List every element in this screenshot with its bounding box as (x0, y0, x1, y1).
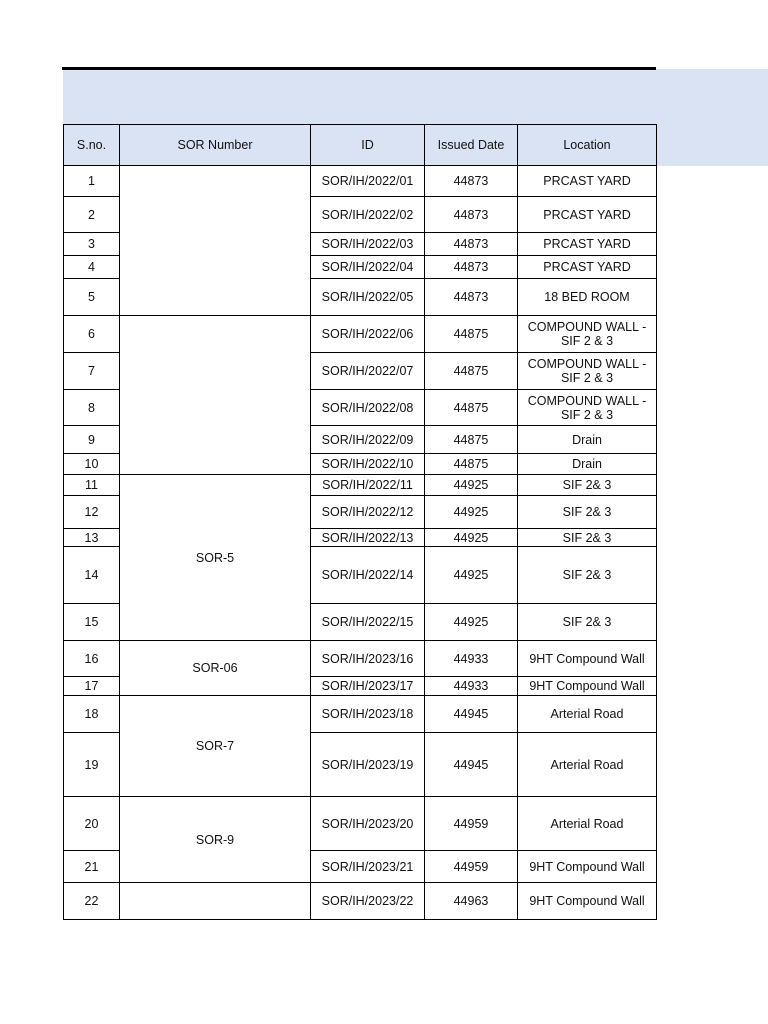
cell-issued-date[interactable]: 44925 (425, 475, 518, 496)
table-body (64, 166, 657, 920)
cell-sor-number[interactable] (120, 883, 311, 920)
cell-id[interactable]: SOR/IH/2022/07 (311, 353, 425, 390)
cell-location[interactable]: SIF 2& 3 (518, 529, 657, 547)
cell-id[interactable]: SOR/IH/2022/05 (311, 279, 425, 316)
cell-sno[interactable]: 14 (64, 547, 120, 604)
cell-issued-date[interactable]: 44873 (425, 256, 518, 279)
header-sor-number[interactable]: SOR Number (120, 125, 311, 166)
cell-issued-date[interactable]: 44945 (425, 696, 518, 733)
cell-location[interactable]: PRCAST YARD (518, 256, 657, 279)
cell-id[interactable]: SOR/IH/2022/02 (311, 197, 425, 233)
cell-sno[interactable]: 20 (64, 797, 120, 851)
cell-sno[interactable]: 6 (64, 316, 120, 353)
cell-sno[interactable]: 16 (64, 641, 120, 677)
cell-location[interactable]: SIF 2& 3 (518, 547, 657, 604)
cell-sno[interactable]: 10 (64, 454, 120, 475)
cell-id[interactable]: SOR/IH/2023/22 (311, 883, 425, 920)
table-row (64, 166, 657, 197)
cell-sno[interactable]: 13 (64, 529, 120, 547)
cell-sno[interactable]: 5 (64, 279, 120, 316)
header-id[interactable]: ID (311, 125, 425, 166)
cell-id[interactable]: SOR/IH/2023/17 (311, 677, 425, 696)
cell-location[interactable]: Drain (518, 426, 657, 454)
sor-table (63, 124, 657, 920)
cell-location[interactable]: SIF 2& 3 (518, 475, 657, 496)
cell-location[interactable]: COMPOUND WALL - SIF 2 & 3 (518, 316, 657, 353)
cell-id[interactable]: SOR/IH/2022/11 (311, 475, 425, 496)
cell-issued-date[interactable]: 44925 (425, 496, 518, 529)
header-sno[interactable]: S.no. (64, 125, 120, 166)
header-row (64, 125, 657, 166)
cell-id[interactable]: SOR/IH/2022/10 (311, 454, 425, 475)
cell-sno[interactable]: 21 (64, 851, 120, 883)
cell-id[interactable]: SOR/IH/2023/21 (311, 851, 425, 883)
cell-location[interactable]: 9HT Compound Wall (518, 851, 657, 883)
cell-location[interactable]: Drain (518, 454, 657, 475)
cell-issued-date[interactable]: 44873 (425, 233, 518, 256)
cell-location[interactable]: COMPOUND WALL - SIF 2 & 3 (518, 353, 657, 390)
cell-id[interactable]: SOR/IH/2022/08 (311, 390, 425, 426)
cell-sno[interactable]: 7 (64, 353, 120, 390)
cell-sno[interactable]: 19 (64, 733, 120, 797)
cell-id[interactable]: SOR/IH/2022/03 (311, 233, 425, 256)
cell-issued-date[interactable]: 44873 (425, 166, 518, 197)
table-row (64, 475, 657, 496)
cell-issued-date[interactable]: 44959 (425, 797, 518, 851)
cell-location[interactable]: SIF 2& 3 (518, 604, 657, 641)
table-row (64, 696, 657, 733)
table-row (64, 797, 657, 851)
cell-issued-date[interactable]: 44925 (425, 604, 518, 641)
cell-location[interactable]: Arterial Road (518, 733, 657, 797)
cell-sno[interactable]: 3 (64, 233, 120, 256)
cell-sno[interactable]: 1 (64, 166, 120, 197)
cell-issued-date[interactable]: 44875 (425, 390, 518, 426)
table-top-border (62, 67, 656, 70)
cell-issued-date[interactable]: 44873 (425, 279, 518, 316)
cell-location[interactable]: PRCAST YARD (518, 197, 657, 233)
cell-location[interactable]: COMPOUND WALL - SIF 2 & 3 (518, 390, 657, 426)
table-row (64, 641, 657, 677)
cell-sno[interactable]: 9 (64, 426, 120, 454)
cell-issued-date[interactable]: 44875 (425, 454, 518, 475)
cell-sor-number[interactable]: SOR-06 (120, 641, 311, 696)
cell-issued-date[interactable]: 44875 (425, 316, 518, 353)
cell-issued-date[interactable]: 44933 (425, 677, 518, 696)
cell-id[interactable]: SOR/IH/2022/04 (311, 256, 425, 279)
cell-issued-date[interactable]: 44945 (425, 733, 518, 797)
cell-location[interactable]: SIF 2& 3 (518, 496, 657, 529)
cell-sor-number[interactable]: SOR-7 (120, 696, 311, 797)
cell-id[interactable]: SOR/IH/2022/14 (311, 547, 425, 604)
cell-location[interactable]: PRCAST YARD (518, 166, 657, 197)
cell-id[interactable]: SOR/IH/2023/18 (311, 696, 425, 733)
cell-id[interactable]: SOR/IH/2022/13 (311, 529, 425, 547)
cell-sno[interactable]: 12 (64, 496, 120, 529)
cell-sno[interactable]: 22 (64, 883, 120, 920)
header-issued-date[interactable]: Issued Date (425, 125, 518, 166)
cell-id[interactable]: SOR/IH/2022/01 (311, 166, 425, 197)
cell-location[interactable]: 9HT Compound Wall (518, 883, 657, 920)
cell-id[interactable]: SOR/IH/2023/16 (311, 641, 425, 677)
cell-id[interactable]: SOR/IH/2022/12 (311, 496, 425, 529)
cell-location[interactable]: 9HT Compound Wall (518, 641, 657, 677)
table-row (64, 316, 657, 353)
cell-sno[interactable]: 2 (64, 197, 120, 233)
cell-id[interactable]: SOR/IH/2023/19 (311, 733, 425, 797)
cell-location[interactable]: 18 BED ROOM (518, 279, 657, 316)
cell-sno[interactable]: 17 (64, 677, 120, 696)
cell-sor-number[interactable]: SOR-9 (120, 797, 311, 883)
cell-sno[interactable]: 18 (64, 696, 120, 733)
cell-location[interactable]: PRCAST YARD (518, 233, 657, 256)
cell-issued-date[interactable]: 44959 (425, 851, 518, 883)
cell-issued-date[interactable]: 44933 (425, 641, 518, 677)
cell-issued-date[interactable]: 44963 (425, 883, 518, 920)
cell-sor-number[interactable] (120, 316, 311, 475)
cell-sno[interactable]: 4 (64, 256, 120, 279)
cell-issued-date[interactable]: 44873 (425, 197, 518, 233)
cell-sno[interactable]: 15 (64, 604, 120, 641)
header-location[interactable]: Location (518, 125, 657, 166)
cell-sor-number[interactable] (120, 166, 311, 316)
cell-location[interactable]: 9HT Compound Wall (518, 677, 657, 696)
table-row (64, 883, 657, 920)
cell-sor-number[interactable]: SOR-5 (120, 475, 311, 641)
cell-sno[interactable]: 8 (64, 390, 120, 426)
cell-id[interactable]: SOR/IH/2022/15 (311, 604, 425, 641)
cell-id[interactable]: SOR/IH/2022/09 (311, 426, 425, 454)
cell-location[interactable]: Arterial Road (518, 696, 657, 733)
cell-id[interactable]: SOR/IH/2022/06 (311, 316, 425, 353)
cell-issued-date[interactable]: 44925 (425, 529, 518, 547)
cell-sno[interactable]: 11 (64, 475, 120, 496)
cell-issued-date[interactable]: 44925 (425, 547, 518, 604)
cell-location[interactable]: Arterial Road (518, 797, 657, 851)
cell-issued-date[interactable]: 44875 (425, 353, 518, 390)
cell-issued-date[interactable]: 44875 (425, 426, 518, 454)
cell-id[interactable]: SOR/IH/2023/20 (311, 797, 425, 851)
